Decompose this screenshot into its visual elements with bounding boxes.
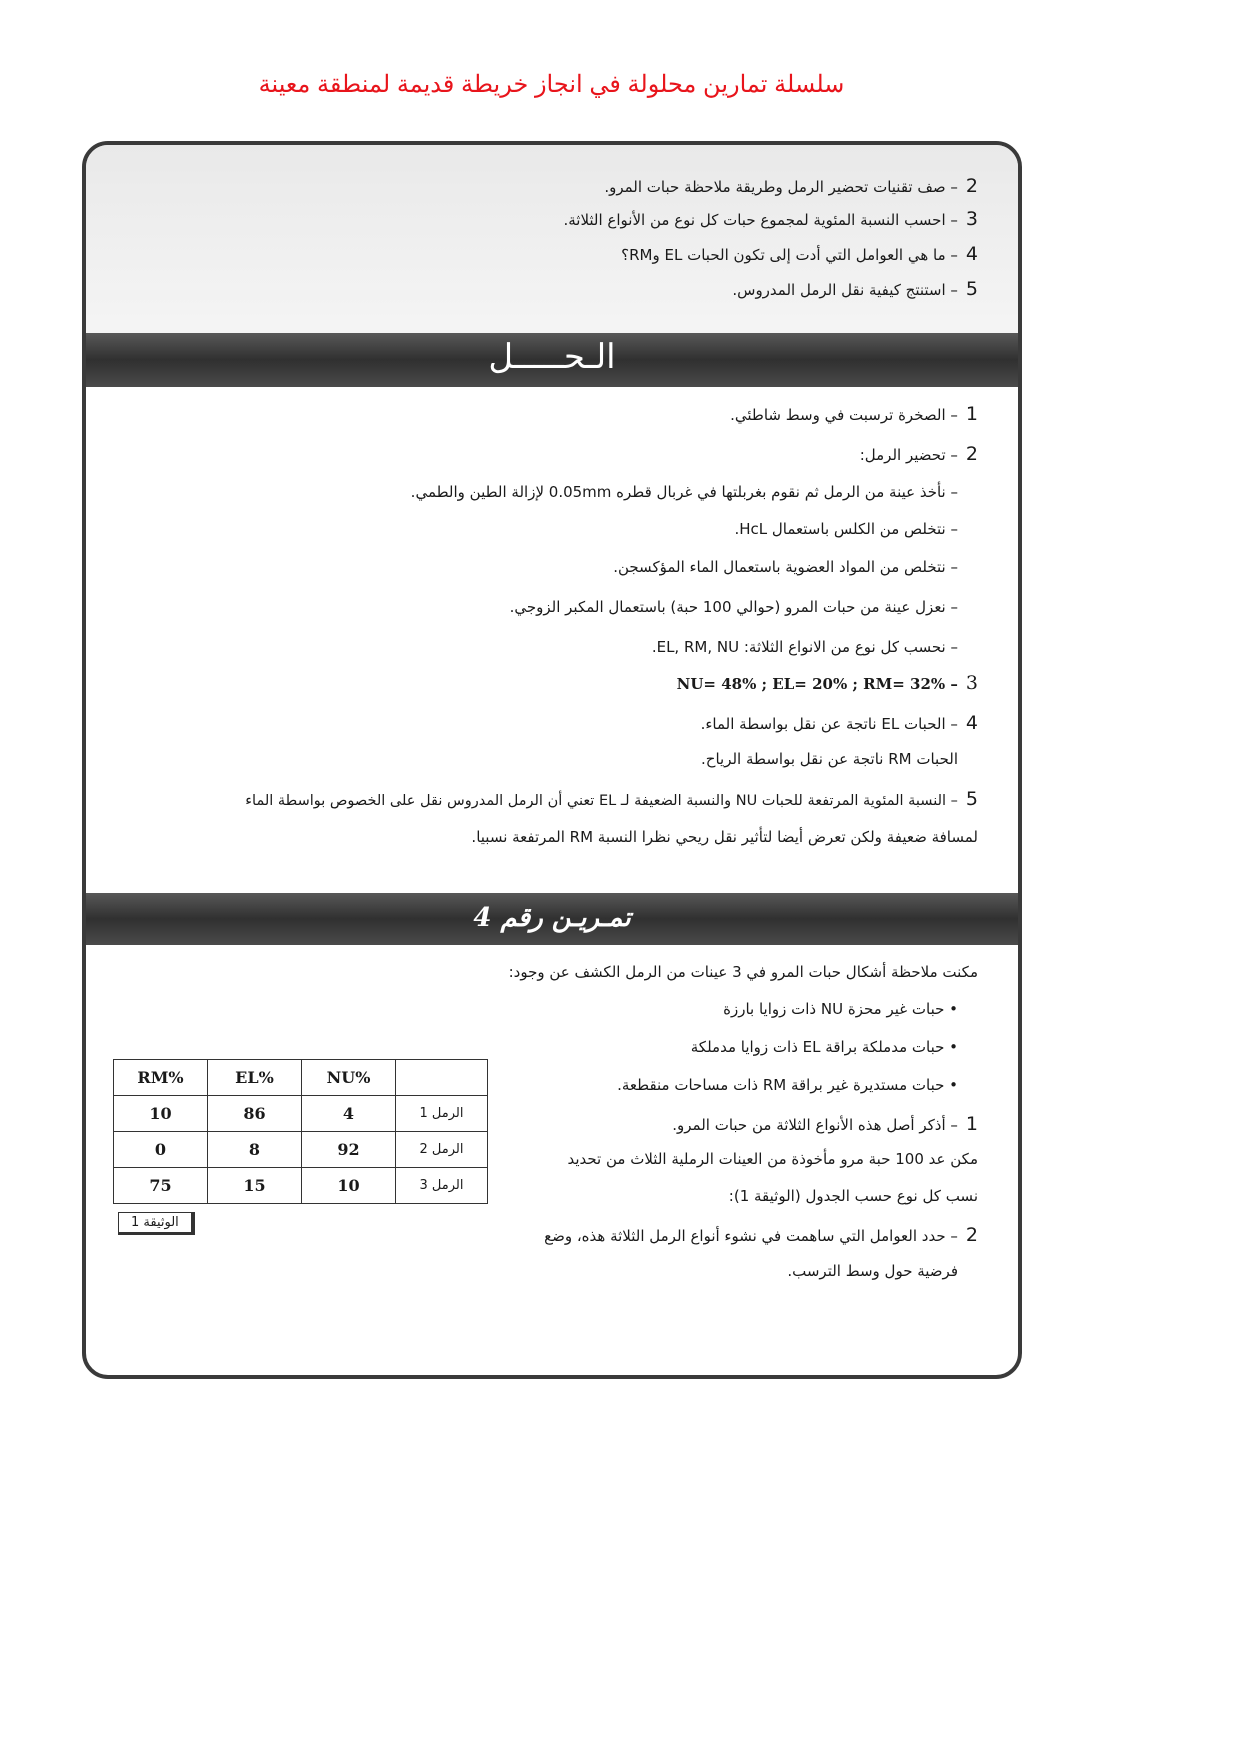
table-header-row: [114, 1060, 488, 1096]
cell-nu: 10: [302, 1168, 396, 1204]
exercise-q2b: فرضية حول وسط الترسب.: [787, 1262, 958, 1280]
header-el: %EL: [208, 1060, 302, 1096]
item-number: 2: [965, 443, 978, 465]
question-4: [621, 243, 978, 265]
table-row: [114, 1132, 488, 1168]
question-number: 4: [965, 243, 978, 265]
prep-step: – نعزل عينة من حبات المرو (حوالي 100 حبة) باستعمال المكبر الزوجي.: [509, 598, 958, 616]
solution-4b: الحبات RM ناتجة عن نقل بواسطة الرياح.: [701, 750, 958, 768]
exercise-banner: [86, 893, 1018, 945]
prep-step: – نتخلص من المواد العضوية باستعمال الماء المؤكسجن.: [613, 558, 958, 576]
document-1-table: [113, 1059, 488, 1204]
item-text: – الحبات EL ناتجة عن نقل بواسطة الماء.: [700, 715, 958, 733]
table-corner: [396, 1060, 488, 1096]
exercise-p1: مكن عد 100 حبة مرو مأخوذة من العينات الرملية الثلاث من تحديد: [567, 1150, 978, 1168]
item-text: – NU= 48% ; EL= 20% ; RM= 32%: [676, 675, 958, 693]
exercise-banner-title: تمـريـن رقم 4: [473, 903, 631, 933]
question-3: [563, 208, 978, 230]
item-number: 5: [965, 788, 978, 810]
exercise-bullet: • حبات مدملكة براقة EL ذات زوايا مدملكة: [690, 1038, 958, 1056]
item-text: – تحضير الرمل:: [859, 446, 958, 464]
table-row: [114, 1096, 488, 1132]
exercise-q2: [544, 1224, 978, 1246]
item-number: 1: [965, 1113, 978, 1135]
item-text: – الصخرة ترسبت في وسط شاطئي.: [730, 406, 958, 424]
item-number: 3: [965, 672, 978, 694]
cell-rm: 75: [114, 1168, 208, 1204]
cell-el: 86: [208, 1096, 302, 1132]
question-number: 3: [965, 208, 978, 230]
cell-nu: 4: [302, 1096, 396, 1132]
header-rm: %RM: [114, 1060, 208, 1096]
page-title: سلسلة تمارين محلولة في انجاز خريطة قديمة لمنطقة معينة: [258, 71, 845, 98]
question-text: – استنتج كيفية نقل الرمل المدروس.: [732, 281, 958, 299]
cell-rm: 10: [114, 1096, 208, 1132]
table-row: [114, 1168, 488, 1204]
item-number: 4: [965, 712, 978, 734]
exercise-q1: [672, 1113, 978, 1135]
question-text: – صف تقنيات تحضير الرمل وطريقة ملاحظة حبات المرو.: [604, 178, 958, 196]
item-number: 2: [965, 1224, 978, 1246]
solution-1: [730, 403, 978, 425]
item-text: – أذكر أصل هذه الأنواع الثلاثة من حبات المرو.: [672, 1116, 958, 1134]
prep-step: – نأخذ عينة من الرمل ثم نقوم بغربلتها في غربال قطره 0.05mm لإزالة الطين والطمي.: [410, 483, 958, 501]
exercise-intro: مكنت ملاحظة أشكال حبات المرو في 3 عينات من الرمل الكشف عن وجود:: [508, 963, 978, 981]
row-label: الرمل 2: [396, 1132, 488, 1168]
solution-5b: لمسافة ضعيفة ولكن تعرض أيضا لتأثير نقل ريحي نظرا النسبة RM المرتفعة نسبيا.: [471, 828, 978, 846]
exercise-p2: نسب كل نوع حسب الجدول (الوثيقة 1):: [728, 1187, 978, 1205]
solution-3: [677, 672, 978, 694]
solution-banner: [86, 333, 1018, 387]
row-label: الرمل 1: [396, 1096, 488, 1132]
solution-2: [860, 443, 978, 465]
row-label: الرمل 3: [396, 1168, 488, 1204]
item-text: – حدد العوامل التي ساهمت في نشوء أنواع الرمل الثلاثة هذه، وضع: [544, 1227, 958, 1245]
solution-5: [245, 788, 978, 810]
item-number: 1: [965, 403, 978, 425]
prep-step: – نتخلص من الكلس باستعمال HcL.: [734, 520, 958, 538]
question-number: 5: [965, 278, 978, 300]
question-text: – احسب النسبة المئوية لمجموع حبات كل نوع من الأنواع الثلاثة.: [563, 211, 958, 229]
solution-4: [701, 712, 978, 734]
cell-rm: 0: [114, 1132, 208, 1168]
header-nu: %NU: [302, 1060, 396, 1096]
question-number: 2: [965, 175, 978, 197]
cell-el: 15: [208, 1168, 302, 1204]
solution-banner-title: الـحـــــل: [488, 337, 616, 377]
prep-step: – نحسب كل نوع من الانواع الثلاثة: EL, RM, NU.: [651, 638, 958, 656]
question-5: [732, 278, 978, 300]
question-2: [604, 175, 978, 197]
cell-el: 8: [208, 1132, 302, 1168]
question-text: – ما هي العوامل التي أدت إلى تكون الحبات EL وRM؟: [621, 246, 958, 264]
exercise-bullet: • حبات غير محزة NU ذات زوايا بارزة: [723, 1000, 958, 1018]
cell-nu: 92: [302, 1132, 396, 1168]
exercise-bullet: • حبات مستديرة غير براقة RM ذات مساحات منقطعة.: [617, 1076, 958, 1094]
item-text: – النسبة المئوية المرتفعة للحبات NU والنسبة الضعيفة لـ EL تعني أن الرمل المدروس نقل على الخصوص بواسطة الماء: [245, 793, 958, 809]
document-1-caption: الوثيقة 1: [118, 1212, 195, 1235]
